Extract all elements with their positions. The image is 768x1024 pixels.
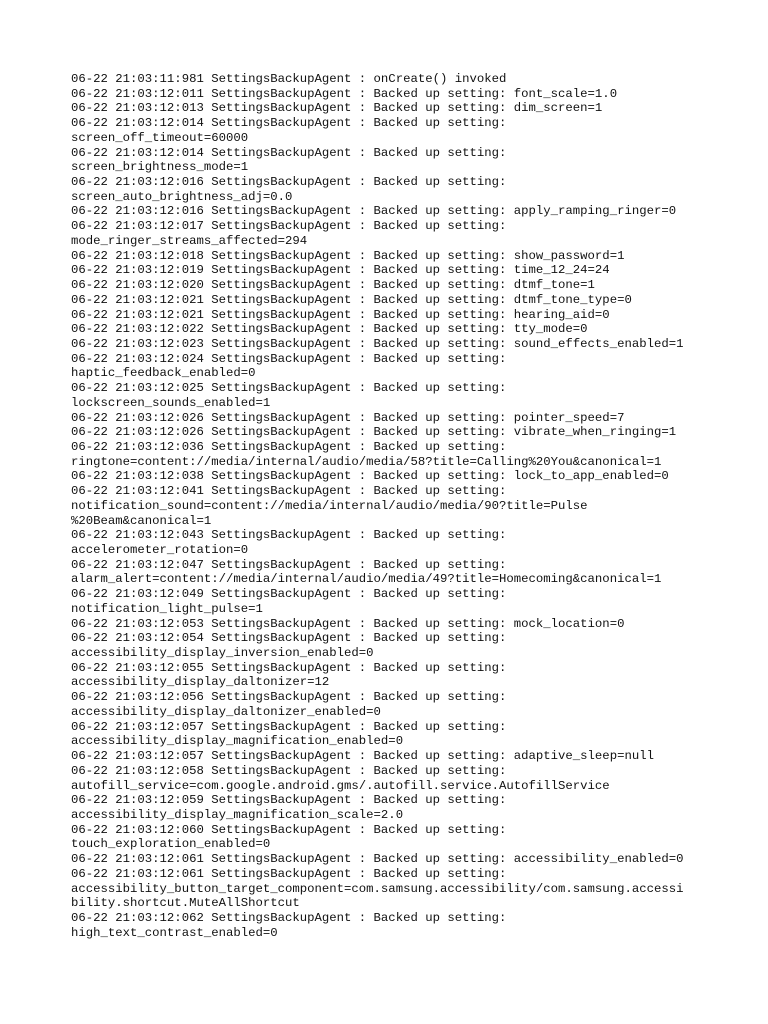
log-line: 06-22 21:03:12:014 SettingsBackupAgent : Backed up setting: <box>71 116 507 131</box>
log-line: accessibility_display_magnification_enabled=0 <box>71 734 404 749</box>
log-line: 06-22 21:03:12:022 SettingsBackupAgent : Backed up setting: tty_mode=0 <box>71 322 588 337</box>
log-line: 06-22 21:03:12:026 SettingsBackupAgent : Backed up setting: pointer_speed=7 <box>71 410 625 425</box>
log-line: 06-22 21:03:12:021 SettingsBackupAgent : Backed up setting: dtmf_tone_type=0 <box>71 292 632 307</box>
log-line: screen_auto_brightness_adj=0.0 <box>71 189 293 204</box>
log-line: accelerometer_rotation=0 <box>71 543 249 557</box>
log-line: 06-22 21:03:12:059 SettingsBackupAgent : Backed up setting: <box>71 793 507 808</box>
log-line: 06-22 21:03:12:062 SettingsBackupAgent : Backed up setting: <box>71 910 507 925</box>
log-line: 06-22 21:03:12:053 SettingsBackupAgent : Backed up setting: mock_location=0 <box>71 616 625 631</box>
log-line: notification_light_pulse=1 <box>71 601 263 616</box>
log-line: 06-22 21:03:12:057 SettingsBackupAgent : Backed up setting: adaptive_sleep=null <box>71 749 654 764</box>
log-line: 06-22 21:03:12:013 SettingsBackupAgent : Backed up setting: dim_screen=1 <box>71 101 603 116</box>
log-line: accessibility_display_daltonizer=12 <box>71 675 330 690</box>
log-line: 06-22 21:03:12:056 SettingsBackupAgent : Backed up setting: <box>71 690 507 705</box>
log-line: 06-22 21:03:12:026 SettingsBackupAgent : Backed up setting: vibrate_when_ringing=1 <box>71 425 677 440</box>
log-line: screen_off_timeout=60000 <box>71 130 249 145</box>
log-line: ringtone=content://media/internal/audio/media/58?title=Calling%20You&canonical=1 <box>71 454 662 469</box>
log-line: accessibility_display_inversion_enabled=0 <box>71 646 374 661</box>
log-line: %20Beam&canonical=1 <box>71 513 212 528</box>
log-line: 06-22 21:03:12:057 SettingsBackupAgent : Backed up setting: <box>71 719 507 734</box>
log-line: 06-22 21:03:12:038 SettingsBackupAgent : Backed up setting: lock_to_app_enabled=0 <box>71 469 669 484</box>
log-line: 06-22 21:03:12:017 SettingsBackupAgent : Backed up setting: <box>71 219 507 234</box>
log-line: 06-22 21:03:12:020 SettingsBackupAgent : Backed up setting: dtmf_tone=1 <box>71 278 595 293</box>
log-line: mode_ringer_streams_affected=294 <box>71 233 308 248</box>
log-line: 06-22 21:03:12:041 SettingsBackupAgent : Backed up setting: <box>71 484 507 499</box>
log-line: 06-22 21:03:12:016 SettingsBackupAgent : Backed up setting: apply_ramping_ringer=0 <box>71 204 677 219</box>
log-line: 06-22 21:03:11:981 SettingsBackupAgent : onCreate() invoked <box>71 72 507 86</box>
log-line: 06-22 21:03:12:061 SettingsBackupAgent : Backed up setting: accessibility_enabled=0 <box>71 852 684 867</box>
log-line: 06-22 21:03:12:018 SettingsBackupAgent : Backed up setting: show_password=1 <box>71 248 625 263</box>
log-line: screen_brightness_mode=1 <box>71 160 249 175</box>
log-line: 06-22 21:03:12:036 SettingsBackupAgent : Backed up setting: <box>71 439 507 454</box>
log-line: 06-22 21:03:12:054 SettingsBackupAgent : Backed up setting: <box>71 631 507 646</box>
log-line: 06-22 21:03:12:025 SettingsBackupAgent : Backed up setting: <box>71 381 507 396</box>
log-line: high_text_contrast_enabled=0 <box>71 925 278 940</box>
log-line: accessibility_display_daltonizer_enabled=0 <box>71 704 381 719</box>
log-line: bility.shortcut.MuteAllShortcut <box>71 896 300 911</box>
log-document <box>71 72 711 940</box>
log-line: 06-22 21:03:12:011 SettingsBackupAgent : Backed up setting: font_scale=1.0 <box>71 86 618 101</box>
log-line: lockscreen_sounds_enabled=1 <box>71 395 271 410</box>
log-line: notification_sound=content://media/internal/audio/media/90?title=Pulse <box>71 498 588 513</box>
log-line: 06-22 21:03:12:061 SettingsBackupAgent : Backed up setting: <box>71 866 507 881</box>
log-line: 06-22 21:03:12:021 SettingsBackupAgent : Backed up setting: hearing_aid=0 <box>71 307 610 322</box>
log-line: 06-22 21:03:12:060 SettingsBackupAgent : Backed up setting: <box>71 822 507 837</box>
log-line: 06-22 21:03:12:058 SettingsBackupAgent : Backed up setting: <box>71 763 507 778</box>
log-line: 06-22 21:03:12:047 SettingsBackupAgent : Backed up setting: <box>71 557 507 572</box>
log-line: 06-22 21:03:12:049 SettingsBackupAgent : Backed up setting: <box>71 587 507 602</box>
log-line: 06-22 21:03:12:024 SettingsBackupAgent : Backed up setting: <box>71 351 507 366</box>
log-line: 06-22 21:03:12:019 SettingsBackupAgent : Backed up setting: time_12_24=24 <box>71 263 610 278</box>
log-body <box>71 72 711 940</box>
log-line: 06-22 21:03:12:043 SettingsBackupAgent : Backed up setting: <box>71 528 507 543</box>
log-line: 06-22 21:03:12:055 SettingsBackupAgent : Backed up setting: <box>71 660 507 675</box>
log-line: 06-22 21:03:12:023 SettingsBackupAgent : Backed up setting: sound_effects_enabled=1 <box>71 336 684 351</box>
log-line: haptic_feedback_enabled=0 <box>71 366 256 381</box>
log-line: 06-22 21:03:12:016 SettingsBackupAgent : Backed up setting: <box>71 175 507 190</box>
log-line: autofill_service=com.google.android.gms/.autofill.service.AutofillService <box>71 778 610 793</box>
log-line: touch_exploration_enabled=0 <box>71 837 271 852</box>
log-line: alarm_alert=content://media/internal/audio/media/49?title=Homecoming&canonical=1 <box>71 572 662 587</box>
log-line: accessibility_display_magnification_scale=2.0 <box>71 807 404 822</box>
log-line: 06-22 21:03:12:014 SettingsBackupAgent : Backed up setting: <box>71 145 507 160</box>
log-line: accessibility_button_target_component=com.samsung.accessibility/com.samsung.accessi <box>71 881 684 896</box>
